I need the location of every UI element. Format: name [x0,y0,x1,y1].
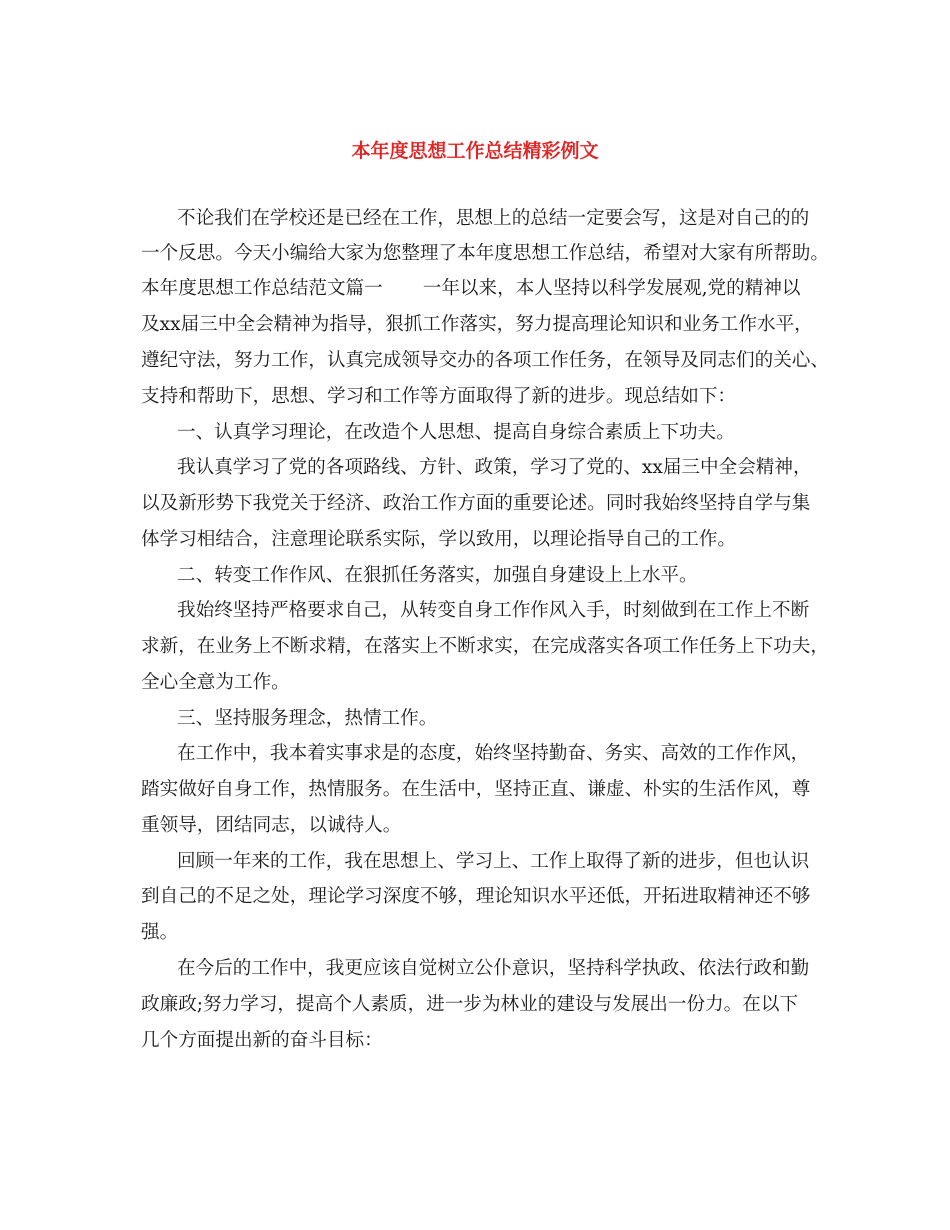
text-line: 在工作中，我本着实事求是的态度，始终坚持勤奋、务实、高效的工作作风， [177,743,810,764]
text-line: 我认真学习了党的各项路线、方针、政策，学习了党的、xx届三中全会精神， [177,457,812,478]
section-subtitle: 本年度思想工作总结范文篇一 [141,278,383,299]
text-line: 踏实做好自身工作，热情服务。在生活中，坚持正直、谦虚、朴实的生活作风，尊 [141,779,811,800]
text-line: 遵纪守法，努力工作，认真完成领导交办的各项工作任务，在领导及同志们的关心、 [141,350,829,371]
section-heading-3: 三、坚持服务理念，热情工作。 [177,708,438,729]
text-line: 政廉政;努力学习，提高个人素质，进一步为林业的建设与发展出一份力。在以下 [141,994,799,1015]
document-title: 本年度思想工作总结精彩例文 [351,140,599,162]
text-line-with-subtitle [141,277,831,301]
text-line: 在今后的工作中，我更应该自觉树立公仆意识，坚持科学执政、依法行政和勤 [177,958,810,979]
text-line: 一个反思。今天小编给大家为您整理了本年度思想工作总结，希望对大家有所帮助。 [141,243,829,264]
text-line: 到自己的不足之处，理论学习深度不够，理论知识水平还低，开拓进取精神还不够 [141,886,811,907]
text-line: 体学习相结合，注意理论联系实际，学以致用，以理论指导自己的工作。 [141,529,737,550]
text-line: 以及新形势下我党关于经济、政治工作方面的重要论述。同时我始终坚持自学与集 [141,493,811,514]
text-line: 回顾一年来的工作，我在思想上、学习上、工作上取得了新的进步，但也认识 [177,851,810,872]
text-line: 我始终坚持严格要求自己，从转变自身工作作风入手，时刻做到在工作上不断 [177,600,810,621]
text-span: 一年以来，本人坚持以科学发展观,党的精神以 [422,278,801,299]
text-line: 全心全意为工作。 [141,672,290,693]
text-line: 重领导，团结同志，以诚待人。 [141,815,402,836]
text-line: 及xx届三中全会精神为指导，狠抓工作落实，努力提高理论知识和业务工作水平， [141,314,813,335]
text-line: 几个方面提出新的奋斗目标： [141,1030,383,1051]
text-line: 强。 [141,922,179,943]
text-line: 不论我们在学校还是已经在工作，思想上的总结一定要会写，这是对自己的的 [177,208,810,229]
section-heading-1: 一、认真学习理论，在改造个人思想、提高自身综合素质上下功夫。 [177,422,735,443]
section-heading-2: 二、转变工作作风、在狠抓任务落实，加强自身建设上上水平。 [177,565,698,586]
text-line: 支持和帮助下，思想、学习和工作等方面取得了新的进步。现总结如下： [141,386,737,407]
text-line: 求新，在业务上不断求精，在落实上不断求实，在完成落实各项工作任务上下功夫， [141,636,829,657]
